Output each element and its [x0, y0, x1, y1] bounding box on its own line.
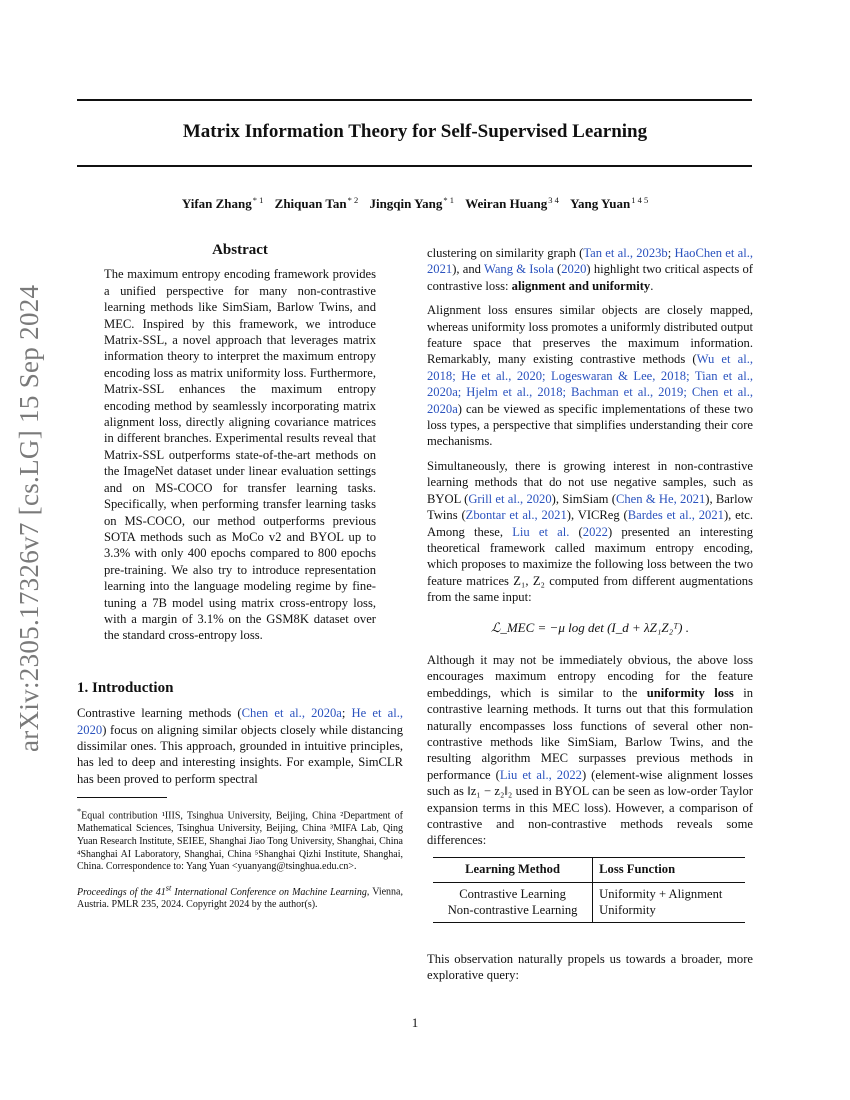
table-cell: Contrastive Learning [433, 882, 593, 902]
author: Zhiquan Tan$^{* 2}$ [274, 195, 359, 212]
author-list [0, 195, 830, 212]
column-header: Loss Function [599, 861, 676, 876]
title-bottom-rule [77, 165, 752, 167]
citation-link[interactable]: Chen & He, 2021 [615, 491, 706, 506]
paragraph: Simultaneously, there is growing interest in non-contrastive learning methods that do not use negative samples, such as BYOL (Grill et al., 2020), SimSiam (Chen & He, 2021), Barlow Twins (Zbontar et al., 2021), VICReg (Bardes et al., 2021), etc. Among these, Liu et al. (2022) presented an interesting theoretical framework called maximum entropy encoding, which proposes to maximize the following loss between the two feature matrices Z₁, Z₂ computed from different augmentations from the same input: [427, 458, 754, 605]
proceedings-note: Proceedings of the 41st International Conference on Machine Learning, Vienna, Austria. PMLR 235, 2024. Copyright 2024 by the author(s). [77, 883, 403, 911]
citation-link[interactable]: HaoChen et al., 2021 [427, 246, 753, 277]
table-row [433, 902, 745, 923]
comparison-table [433, 857, 745, 923]
citation-link[interactable]: He et al., 2020 [77, 706, 403, 737]
citation-link[interactable]: Liu et al. [512, 524, 570, 539]
column-header: Learning Method [433, 857, 593, 882]
abstract-heading: Abstract [212, 242, 268, 258]
paragraph: clustering on similarity graph (Tan et al., 2023b; HaoChen et al., 2021), and Wang & Isola (2020) highlight two critical aspects of contrastive loss: alignment and uniformity. [427, 246, 753, 293]
citation-link[interactable]: Zbontar et al., 2021 [465, 508, 567, 523]
citation-link[interactable]: Bardes et al., 2021 [627, 508, 724, 523]
citation-link[interactable]: Tan et al., 2023b [583, 246, 668, 260]
paragraph: Although it may not be immediately obvious, the above loss encourages maximum entropy encoding for the feature embeddings, which is similar to the uniformity loss in contrastive learning methods. It turns out that this formulation naturally encompasses loss functions of several other non-contrastive methods like SimSiam, Barlow Twins, and the resulting algorithm MEC surpasses previous methods in performance (Liu et al., 2022) (element-wise alignment losses such as ‖z₁ − z₂‖₂ used in BYOL can be seen as low-order Taylor expansion terms in this MEC loss). However, a comparison of contrastive and non-contrastive methods reveals some differences: [427, 652, 753, 848]
author: Yifan Zhang$^{* 1}$ [181, 195, 264, 212]
citation-link[interactable]: 2020 [561, 262, 587, 277]
citation-link[interactable]: 2022 [582, 524, 608, 539]
paragraph: Alignment loss ensures similar objects are closely mapped, whereas uniformity loss promotes a uniformly distributed output feature space that preserves the maximum information. Remarkably, many existing contrastive methods (Wu et al., 2018; He et al., 2020; Logeswaran & Lee, 2018; Tian et al., 2020a; Hjelm et al., 2018; Bachman et al., 2019; Chen et al., 2020a) can be viewed as specific implementations of these two loss types, a perspective that simplifies understanding their core mechanisms. [427, 303, 753, 449]
citation-link[interactable]: Grill et al., 2020 [468, 491, 552, 506]
citation-link[interactable]: Chen et al., 2020a [241, 706, 342, 721]
introduction-heading: 1. Introduction [77, 679, 174, 696]
citation-link[interactable]: Wang & Isola [483, 262, 554, 277]
paper-title: Matrix Information Theory for Self-Supervised Learning [182, 121, 648, 142]
table-cell: Non-contrastive Learning [433, 902, 593, 923]
author: Yang Yuan$^{1 4 5}$ [570, 195, 649, 212]
abstract-text: The maximum entropy encoding framework provides a unified perspective for many non-contrastive learning methods like SimSiam, Barlow Twins, and MEC. Inspired by this framework, we introduce Matrix-SSL, a novel approach that leverages matrix information theory to interpret the maximum entropy encoding loss as matrix uniformity loss. Furthermore, Matrix-SSL enhances the maximum entropy encoding method by seamlessly incorporating matrix alignment loss, directly aligning covariance matrices in different branches. Experimental results reveal that Matrix-SSL outperforms state-of-the-art methods on the ImageNet dataset under linear evaluation settings and on MS-COCO for transfer learning tasks. Specifically, when performing transfer learning tasks on MS-COCO, our method outperforms previous SOTA methods such as MoCo v2 and BYOL up to 3.3% with only 400 epochs compared to 800 epochs pre-training. We also try to introduce representation learning into the language modeling regime by fine-tuning a 7B model using matrix cross-entropy loss, with a margin of 3.1% on the GSM8K dataset over the standard cross-entropy loss. [104, 267, 376, 643]
citation-link[interactable]: Wu et al., 2018; He et al., 2020; Logeswaran & Lee, 2018; Tian et al., 2020a; Hjelm et al., 2018; Bachman et al., 2019; Chen et al., 2020a [427, 352, 753, 416]
arxiv-stamp: arXiv:2305.17326v7 [cs.LG] 15 Sep 2024 [14, 284, 44, 752]
title-top-rule [77, 99, 752, 101]
page-number: 1 [411, 1015, 419, 1030]
table-row [433, 882, 745, 902]
mec-loss-equation: ℒ_MEC = −μ log det (I_d + λZ₁Z₂ᵀ) . [490, 619, 690, 635]
table-cell: Uniformity + Alignment [599, 886, 723, 901]
paragraph: This observation naturally propels us towards a broader, more explorative query: [427, 951, 753, 983]
table-header-row [433, 857, 745, 882]
citation-link[interactable]: Liu et al., 2022 [499, 767, 582, 782]
footnote-divider [77, 797, 167, 798]
author: Jingqin Yang$^{* 1}$ [369, 195, 454, 212]
intro-paragraph: Contrastive learning methods (Chen et al., 2020a; He et al., 2020) focus on aligning similar objects closely while distancing dissimilar ones. This approach, grounded in intuitive principles, has led to deep and interesting insights. For example, SimCLR has been proved to perform spectral [77, 706, 403, 786]
author: Weiran Huang$^{3 4}$ [465, 195, 559, 212]
table-cell: Uniformity [599, 902, 656, 917]
right-column [427, 245, 753, 992]
left-column [77, 242, 403, 920]
affiliations-footnote: *Equal contribution ¹IIIS, Tsinghua University, Beijing, China ²Department of Mathematical Sciences, Tsinghua University, Beijing, China ³MIFA Lab, Qing Yuan Research Institute, SEIEE, Shanghai Jiao Tong University, Shanghai, China ⁴Shanghai AI Laboratory, Shanghai, China ⁵Shanghai Qizhi Institute, Shanghai, China. Correspondence to: Yang Yuan <yuanyang@tsinghua.edu.cn>. [77, 806, 403, 873]
